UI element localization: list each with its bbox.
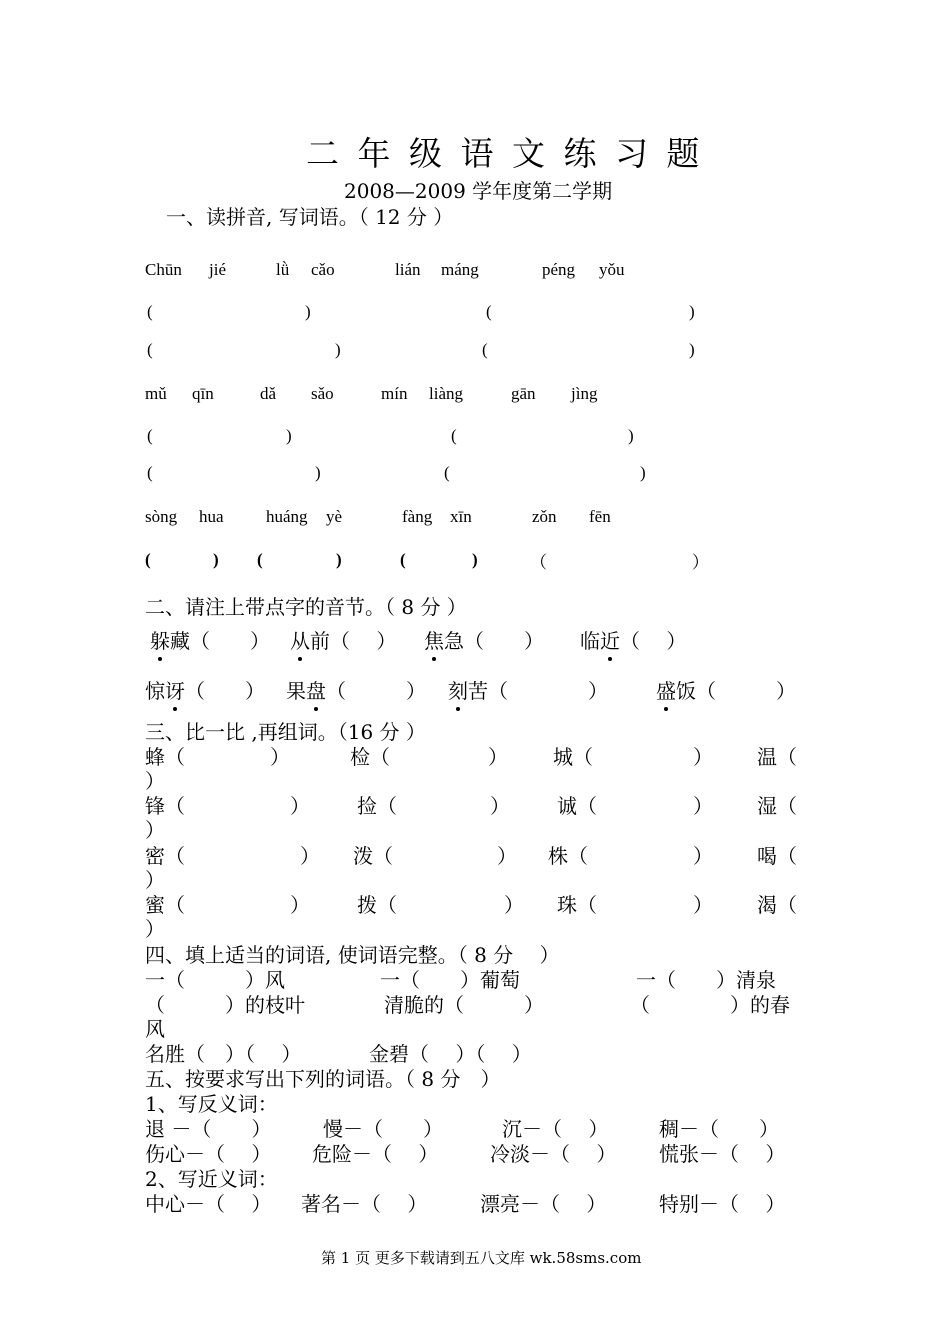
- open-paren: (: [486, 302, 492, 321]
- dotted-word-item: 躲藏（ ）: [150, 625, 270, 654]
- compare-item: 城（: [553, 745, 593, 769]
- antonym-item: 冷淡－（ ）: [490, 1142, 617, 1166]
- open-paren: (: [147, 426, 153, 445]
- close-paren: ）: [145, 868, 165, 892]
- open-paren: (: [482, 340, 488, 359]
- antonym-item: 退 －（ ）: [145, 1117, 272, 1141]
- page-footer: 第 1 页 更多下载请到五八文库 wk.58sms.com: [321, 1249, 642, 1267]
- dotted-word-item: 果盘（ ）: [286, 675, 426, 704]
- pinyin: hua: [199, 507, 224, 526]
- synonym-item: 漂亮－（ ）: [480, 1192, 607, 1216]
- pinyin: péng: [542, 260, 576, 279]
- pinyin: sòng: [145, 507, 178, 526]
- pinyin: lǜ: [276, 260, 290, 279]
- close-paren: ): [336, 550, 342, 569]
- antonym-subheading: 1、写反义词：: [145, 1092, 278, 1116]
- pinyin: liàng: [429, 384, 463, 403]
- close-paren: ): [689, 340, 695, 359]
- fill-item: （ ）的春: [630, 993, 790, 1017]
- antonym-item: 沉－（ ）: [502, 1117, 609, 1141]
- open-paren: （: [530, 553, 547, 572]
- compare-item: 诚（: [557, 794, 597, 818]
- close-paren: ): [628, 426, 634, 445]
- close-paren: ）: [145, 917, 165, 941]
- pinyin: lián: [395, 260, 421, 279]
- compare-item: 检（: [350, 745, 390, 769]
- dotted-char: 从: [290, 625, 310, 654]
- compare-item: 捡（: [357, 794, 397, 818]
- dotted-char: 焦: [424, 625, 444, 654]
- pinyin: qīn: [192, 384, 214, 403]
- pinyin: xīn: [450, 507, 472, 526]
- dotted-char: 刻: [448, 675, 468, 704]
- pinyin: cǎo: [311, 260, 335, 279]
- compare-item: 拨（: [357, 893, 397, 917]
- open-paren: (: [147, 302, 153, 321]
- compare-item: 湿（: [757, 794, 797, 818]
- dotted-char: 盛: [656, 675, 676, 704]
- open-paren: (: [257, 550, 263, 569]
- close-paren: ）: [693, 844, 713, 868]
- compare-item: 株（: [548, 844, 588, 868]
- pinyin: jìng: [571, 384, 598, 403]
- close-paren: ）: [488, 745, 508, 769]
- pinyin: huáng: [266, 507, 308, 526]
- section-1-heading: 一、读拼音, 写词语。（ 12 分 ）: [166, 205, 454, 229]
- antonym-item: 稠－（ ）: [659, 1117, 779, 1141]
- open-paren: (: [451, 426, 457, 445]
- fill-item: 清脆的（ ）: [384, 993, 544, 1017]
- antonym-item: 危险－（ ）: [312, 1142, 439, 1166]
- close-paren: ）: [504, 893, 524, 917]
- close-paren: ）: [490, 794, 510, 818]
- dotted-char: 近: [600, 625, 620, 654]
- pinyin: jié: [209, 260, 226, 279]
- pinyin: mǔ: [145, 384, 167, 403]
- close-paren: ）: [300, 844, 320, 868]
- close-paren: ）: [290, 794, 310, 818]
- fill-item: 一（ ）风: [145, 968, 285, 992]
- open-paren: (: [145, 550, 151, 569]
- section-5-heading: 五、按要求写出下列的词语。（ 8 分 ）: [145, 1067, 501, 1091]
- compare-item: 喝（: [757, 844, 797, 868]
- fill-item: 金碧（ ）（ ）: [369, 1042, 532, 1066]
- open-paren: (: [400, 550, 406, 569]
- close-paren: ): [315, 463, 321, 482]
- dotted-word-item: 焦急（ ）: [424, 625, 544, 654]
- pinyin: sǎo: [311, 384, 334, 403]
- close-paren: ）: [497, 844, 517, 868]
- dotted-word-item: 从前（ ）: [290, 625, 396, 654]
- pinyin: Chūn: [145, 260, 182, 279]
- pinyin: fēn: [589, 507, 611, 526]
- close-paren: ）: [692, 553, 709, 572]
- close-paren: ）: [693, 893, 713, 917]
- synonym-item: 著名－（ ）: [301, 1192, 428, 1216]
- pinyin: máng: [441, 260, 479, 279]
- close-paren: ): [305, 302, 311, 321]
- close-paren: ）: [693, 745, 713, 769]
- pinyin: zǒn: [532, 507, 557, 526]
- close-paren: ): [472, 550, 478, 569]
- page-subtitle: 2008—2009 学年度第二学期: [344, 179, 613, 203]
- pinyin: yè: [326, 507, 343, 526]
- page-title: 二 年 级 语 文 练 习 题: [306, 134, 704, 173]
- fill-item: 风: [145, 1017, 165, 1041]
- compare-item: 珠（: [557, 893, 597, 917]
- fill-item: （ ）的枝叶: [145, 993, 305, 1017]
- antonym-item: 慢－（ ）: [323, 1117, 443, 1141]
- section-2-heading: 二、请注上带点字的音节。（ 8 分 ）: [145, 595, 467, 619]
- fill-item: 名胜（ ）（ ）: [145, 1042, 302, 1066]
- pinyin: gān: [511, 384, 536, 403]
- close-paren: ）: [145, 769, 165, 793]
- pinyin: dǎ: [260, 384, 277, 403]
- dotted-char: 躲: [150, 625, 170, 654]
- compare-item: 密（: [145, 844, 185, 868]
- pinyin: mín: [381, 384, 408, 403]
- compare-item: 泼（: [353, 844, 393, 868]
- synonym-item: 特别－（ ）: [659, 1192, 786, 1216]
- dotted-char: 盘: [306, 675, 326, 704]
- compare-item: 渴（: [757, 893, 797, 917]
- open-paren: (: [147, 340, 153, 359]
- antonym-item: 慌张－（ ）: [659, 1142, 786, 1166]
- open-paren: (: [147, 463, 153, 482]
- pinyin: yǒu: [599, 260, 625, 279]
- fill-item: 一（ ）清泉: [636, 968, 776, 992]
- close-paren: ）: [290, 893, 310, 917]
- close-paren: ): [689, 302, 695, 321]
- compare-item: 锋（: [145, 794, 185, 818]
- close-paren: ): [335, 340, 341, 359]
- dotted-word-item: 盛饭（ ）: [656, 675, 796, 704]
- compare-item: 蜜（: [145, 893, 185, 917]
- section-3-heading: 三、比一比 ,再组词。（16 分 ）: [145, 720, 426, 744]
- close-paren: ): [640, 463, 646, 482]
- close-paren: ）: [270, 745, 290, 769]
- antonym-item: 伤心－（ ）: [145, 1142, 272, 1166]
- close-paren: ）: [693, 794, 713, 818]
- dotted-word-item: 临近（ ）: [580, 625, 686, 654]
- fill-item: 一（ ）葡萄: [380, 968, 520, 992]
- synonym-subheading: 2、写近义词：: [145, 1167, 278, 1191]
- close-paren: ): [213, 550, 219, 569]
- pinyin: fàng: [402, 507, 433, 526]
- section-4-heading: 四、填上适当的词语, 使词语完整。（ 8 分 ）: [145, 943, 560, 967]
- dotted-word-item: 惊讶（ ）: [145, 675, 265, 704]
- compare-item: 温（: [757, 745, 797, 769]
- compare-item: 蜂（: [145, 745, 185, 769]
- synonym-item: 中心－（ ）: [145, 1192, 272, 1216]
- dotted-word-item: 刻苦（ ）: [448, 675, 608, 704]
- close-paren: ）: [145, 818, 165, 842]
- dotted-char: 讶: [165, 675, 185, 704]
- close-paren: ): [286, 426, 292, 445]
- open-paren: (: [444, 463, 450, 482]
